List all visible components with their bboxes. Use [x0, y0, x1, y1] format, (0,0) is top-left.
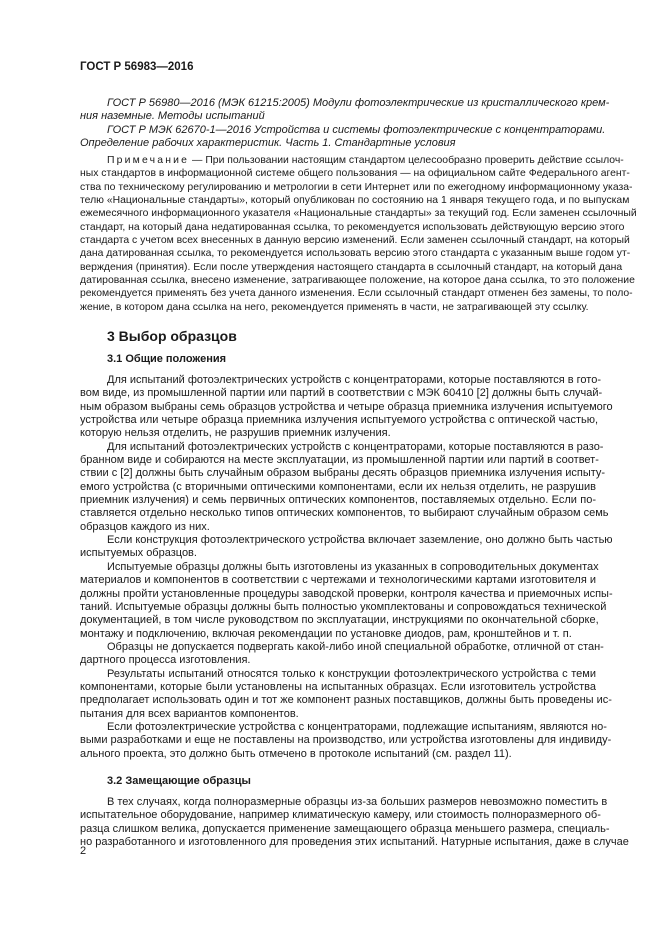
text-line: испытуемых образцов. [80, 547, 197, 560]
text-line: ежемесячного информационного указателя «Национальные стандарты» за текущий год. Если заменен ссылочный [80, 208, 637, 220]
paragraph [80, 720, 612, 761]
text-line: жение, в котором дана ссылка на него, рекомендуется применять в части, не затрагивающей эту ссылку. [80, 301, 589, 313]
text-line: Если фотоэлектрические устройства с концентраторами, подлежащие испытаниям, являются но- [107, 720, 607, 733]
subsection-heading: 3.1 Общие положения [107, 353, 227, 365]
text-line: разца слишком велика, допускается применение замещающего образца меньшего размера, специаль- [80, 822, 610, 835]
paragraph [80, 667, 612, 721]
paragraph [80, 640, 604, 668]
text-line: ального проекта, это должно быть отмечено в протоколе испытаний (см. раздел 11). [80, 747, 512, 760]
paragraph [80, 534, 613, 561]
text-line: вом виде, из промышленной партии или партий в соответствии с МЭК 60410 [2] должны быть случай- [80, 387, 603, 400]
text-line: ставляется отдельно несколько типов оптических компонентов, то выбирают случайным образом семь [80, 507, 609, 520]
paragraph [80, 374, 613, 441]
text-line: дана датированная ссылка, то рекомендуется использовать версию этого стандарта с указанным выше годом ут- [80, 248, 631, 260]
text-line: образцов каждого из них. [80, 520, 210, 533]
text-line: стандарт, на который дана недатированная ссылка, то рекомендуется использовать действующую версию этого [80, 221, 625, 233]
text-line: дартного процесса изготовления. [80, 654, 251, 667]
text-line: Для испытаний фотоэлектрических устройств с концентраторами, которые поставляются в разо- [107, 440, 604, 453]
text-line: пытания для всех вариантов компонентов. [80, 707, 299, 720]
subsection-heading: 3.2 Замещающие образцы [107, 774, 251, 787]
text-line: ных стандартов в информационной системе общего пользования — на официальном сайте Федерального агент- [80, 168, 630, 180]
paragraph [80, 560, 613, 641]
text-line: Если конструкция фотоэлектрического устройства включает заземление, оно должно быть частью [107, 534, 613, 547]
text-line: документацией, в том числе руководством по эксплуатации, инструкциями по окончательной сборке, [80, 614, 599, 627]
text-line: должны пройти установленные процедуры заводской проверки, контроля качества и приемочных испы- [80, 587, 613, 600]
text-line: стандарта с учетом всех внесенных в данную версию изменений. Если заменен ссылочный стандарт, на который [80, 234, 630, 246]
text-line: рекомендуется применять без учета данного изменения. Если ссылочный стандарт отменен без замены, то поло- [80, 288, 633, 300]
text-line: датированная ссылка, внесено изменение, затрагивающее положение, на которое дана ссылка, то это положение [80, 274, 635, 286]
text-line [80, 154, 624, 167]
reference-entry [80, 123, 606, 151]
text-line: ГОСТ Р 56980—2016 (МЭК 61215:2005) Модули фотоэлектрические из кристаллического крем- [107, 97, 610, 109]
text-line: Образцы не допускается подвергать какой-либо иной специальной обработке, отличной от стан- [107, 640, 604, 653]
paragraph [80, 440, 609, 534]
note-text: — При пользовании настоящим стандартом целесообразно проверить действие ссылоч- [189, 154, 624, 166]
text-line: Определение рабочих характеристик. Часть 1. Стандартные условия [80, 137, 456, 150]
text-line: Результаты испытаний относятся только к конструкции фотоэлектрического устройства с теми [107, 667, 596, 680]
text-line: ствии с [2] должны быть случайным образом выбраны десять образцов приемника излучения испыту- [80, 467, 606, 480]
text-line: предполагает использовать один и тот же компонент разных поставщиков, должны быть проведены ис- [80, 694, 612, 707]
text-line: верждения (принятия). Если после утверждения настоящего стандарта в ссылочный стандарт, на который дана [80, 261, 623, 273]
text-line: но разработанного и изготовленного для проведения этих испытаний. Натурные испытания, даже в случае [80, 836, 629, 848]
text-line: Для испытаний фотоэлектрических устройств с концентраторами, которые поставляются в гото- [107, 374, 602, 386]
text-line: которую нельзя отделить, не разрушив приемник излучения. [80, 427, 391, 440]
section-heading: 3 Выбор образцов [107, 328, 237, 344]
page-number: 2 [80, 845, 87, 857]
text-line: ГОСТ Р МЭК 62670-1—2016 Устройства и системы фотоэлектрические с концентраторами. [107, 123, 606, 136]
note-label: Примечание [107, 154, 190, 166]
text-line: испытательное оборудование, например климатическую камеру, или стоимость полноразмерного об- [80, 809, 601, 822]
text-line: бранном виде и собираются на месте эксплуатации, из промышленной партии или партий в соответ- [80, 454, 599, 467]
paragraph [80, 795, 629, 849]
text-line: телю «Национальные стандарты», который опубликован по состоянию на 1 января текущего года, и по выпускам [80, 194, 630, 206]
reference-entry [80, 97, 610, 124]
text-line: ным образом выбраны семь образцов устройства и четыре образца приемника излучения испытуемого [80, 400, 613, 413]
text-line: материалов и компонентов в соответствии с чертежами и технологическими картами изготовителя и [80, 574, 596, 587]
document-body [80, 97, 637, 849]
text-line: монтажу и подключению, включая рекомендации по установке диодов, рам, кронштейнов и т. п. [80, 627, 572, 640]
text-line: устройства или четыре образца приемника излучения испытуемого устройства с оптической частью, [80, 414, 599, 427]
text-line: таний. Испытуемые образцы должны быть полностью укомплектованы и сопровождаться технической [80, 600, 607, 613]
text-line: емого устройства (с вторичными оптическими компонентами, если их нельзя отделить, не разрушив [80, 480, 596, 493]
note-paragraph [80, 154, 637, 314]
text-line: компонентами, которые были установлены на испытанных образцах. Если изготовитель устройства [80, 680, 596, 693]
document-header: ГОСТ Р 56983—2016 [80, 61, 194, 73]
text-line: ния наземные. Методы испытаний [80, 110, 265, 123]
text-line: ства по техническому регулированию и метрологии в сети Интернет или по ежегодному информационному указа- [80, 181, 633, 193]
text-line: Испытуемые образцы должны быть изготовлены из указанных в сопроводительных документах [107, 560, 599, 573]
text-line: выми разработками и еще не поставлены на производство, или устройства изготовлены для индивиду- [80, 734, 612, 747]
text-line: приемник излучения) и семь первичных оптических компонентов, поставляемых отдельно. Если по- [80, 494, 596, 507]
text-line: В тех случаях, когда полноразмерные образцы из-за больших размеров невозможно поместить в [107, 795, 608, 808]
